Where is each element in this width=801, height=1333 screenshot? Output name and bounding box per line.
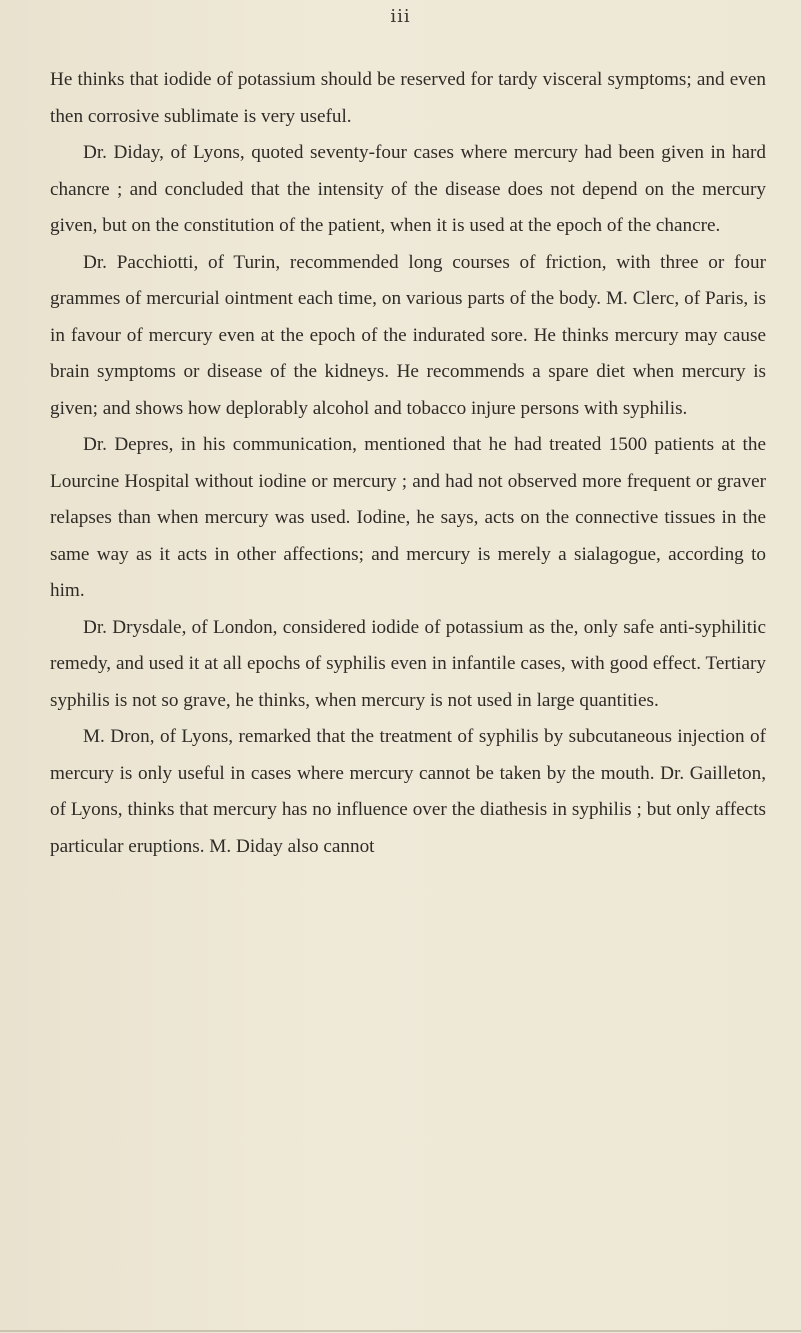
page-bottom-edge	[0, 1330, 801, 1332]
paragraph-4: Dr. Depres, in his communication, mentioned that he had treated 1500 patients at the Lourcine Hospital without iodine or mercury ; and had not observed more frequent or graver relapses than when mercury was used. Iodine, he says, acts on the connective tissues in the same way as it acts in other affections; and mercury is merely a sialagogue, according to him.	[50, 434, 766, 601]
body-text	[50, 62, 766, 865]
paragraph-2: Dr. Diday, of Lyons, quoted seventy-four cases where mercury had been given in hard chancre ; and concluded that the intensity of the disease does not depend on the mercury given, but on the constitution of the patient, when it is used at the epoch of the chancre.	[50, 142, 766, 236]
paragraph-1: He thinks that iodide of potassium should be reserved for tardy visceral symptoms; and even then corrosive sublimate is very useful.	[50, 69, 766, 127]
paragraph-6: M. Dron, of Lyons, remarked that the treatment of syphilis by subcutaneous injection of mercury is only useful in cases where mercury cannot be taken by the mouth. Dr. Gailleton, of Lyons, thinks that mercury has no influence over the diathesis in syphilis ; but only affects particular eruptions. M. Diday also cannot	[50, 726, 766, 857]
paragraph-5: Dr. Drysdale, of London, considered iodide of potassium as the, only safe anti-syphilitic remedy, and used it at all epochs of syphilis even in infantile cases, with good effect. Tertiary syphilis is not so grave, he thinks, when mercury is not used in large quantities.	[50, 616, 766, 711]
page-number: iii	[390, 6, 411, 27]
paragraph-3: Dr. Pacchiotti, of Turin, recommended long courses of friction, with three or four grammes of mercurial ointment each time, on various parts of the body. M. Clerc, of Paris, is in favour of mercury even at the epoch of the indurated sore. He thinks mercury may cause brain symptoms or disease of the kidneys. He recommends a spare diet when mercury is given; and shows how deplorably alcohol and tobacco injure persons with syphilis.	[50, 251, 766, 419]
